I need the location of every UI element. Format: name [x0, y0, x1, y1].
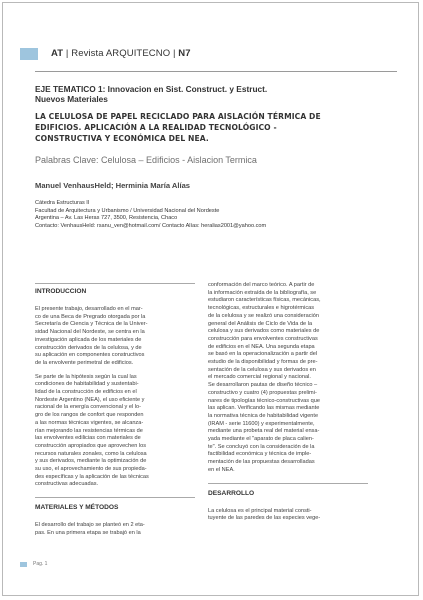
text-line: (IRAM - serie 11600) y experimentalmente,: [208, 420, 315, 427]
title-line: LA CELULOSA DE PAPEL RECICLADO PARA AISLACIÓN TÉRMICA DE: [35, 112, 321, 121]
text-line: estudio de la disponibilidad y formas de pre-: [208, 359, 318, 366]
text-line: Nordeste Argentino (NEA), el uso eficiente y: [35, 396, 145, 403]
text-line: pas. En una primera etapa se trabajó en la: [35, 529, 141, 536]
text-line: se basó en la operacionalización a partir del: [208, 351, 318, 358]
text-line: conformación del marco teórico. A partir de: [208, 282, 315, 288]
text-line: a las normas técnicas vigentes, se alcanza-: [35, 419, 144, 426]
text-line: la información extraída de la bibliografía, se: [208, 289, 317, 296]
section-rule: [35, 283, 195, 284]
text-line: Secretaría de Ciencia y Técnica de la Univer-: [35, 321, 148, 328]
text-line: La celulosa es el principal material consti-: [208, 507, 312, 514]
separator-1: |: [65, 48, 69, 59]
text-line: de la celulosa y se realizó una consideración: [208, 312, 320, 319]
header-rule: [35, 71, 397, 72]
text-line: construcción derivados de la celulosa, y de: [35, 344, 142, 351]
text-line: lidad de la construcción de edificios en el: [35, 389, 137, 396]
text-line: tuyente de las paredes de las especies vege-: [208, 515, 321, 522]
text-line: El desarrollo del trabajo se planteó en 2 eta-: [35, 522, 145, 529]
authors: Manuel VenhausHeld; Herminia María Alías: [35, 181, 191, 190]
intro-paragraph-2: [35, 374, 195, 490]
thematic-axis-line: Nuevos Materiales: [35, 94, 108, 104]
text-line: y sus derivados, mediante la optimización de: [35, 458, 147, 465]
text-line: sidad Nacional del Nordeste, se centra en la: [35, 329, 145, 336]
text-line: constructivo y cuatro (4) propuestas prelimi-: [208, 389, 317, 396]
text-line: las envolventes edilicias con materiales de: [35, 435, 141, 442]
text-line: racional de la energía convencional y el lo-: [35, 404, 142, 411]
text-line: el mercado comercial regional y nacional.: [208, 374, 311, 381]
title-line: EDIFICIOS. APLICACIÓN A LA REALIDAD TECNOLÓGICO -: [35, 123, 277, 132]
thematic-axis: [35, 84, 395, 104]
issue-number: N7: [178, 48, 191, 59]
footer-accent-bar: [20, 562, 27, 567]
text-line: celulosa y sus derivados como materiales de: [208, 328, 320, 335]
contact-line[interactable]: Contacto: VenhausHeld: rsanu_ven@hotmail.com/ Contacto Alías: heralias2001@yahoo.com: [35, 222, 267, 229]
right-column: [208, 275, 368, 529]
page-number: Pag. 1: [33, 561, 48, 567]
separator-2: |: [172, 48, 176, 59]
intro-paragraph-1: [35, 306, 195, 368]
title-line: CONSTRUCTIVA Y ECONÓMICA DEL NEA.: [35, 134, 209, 143]
text-line: Se parte de la hipótesis según la cual las: [35, 373, 137, 380]
text-line: construcción apropiados que aprovechen los: [35, 442, 147, 449]
development-paragraph-1: [208, 508, 368, 523]
text-line: las aplican. Verificando las mismas mediante: [208, 405, 320, 412]
text-line: sentación de la celulosa y sus derivados en: [208, 366, 316, 373]
text-line: la normativa técnica de habitabilidad vigente: [208, 412, 319, 419]
text-line: tecnológicas, estructurales e higrotérmicas: [208, 305, 315, 312]
text-line: estudiaron características físicas, mecánicas,: [208, 297, 321, 304]
text-line: factibilidad económica y técnica de imple-: [208, 451, 312, 458]
text-line: su aplicación en componentes constructivos: [35, 352, 145, 359]
section-rule: [35, 497, 195, 498]
text-line: su uso, el aprovechamiento de sus propieda-: [35, 466, 147, 473]
text-line: construcción para envolventes constructivas: [208, 335, 318, 342]
thematic-axis-line: EJE TEMATICO 1: Innovacion en Sist. Construct. y Estruct.: [35, 84, 268, 94]
text-line: mediante una probeta real del material ensa-: [208, 428, 320, 435]
text-line: constructivas adecuadas.: [35, 481, 99, 488]
text-line: investigación aplicada de los materiales de: [35, 336, 142, 343]
text-line: condiciones de habitabilidad y sustentabi-: [35, 381, 139, 388]
section-rule: [208, 483, 368, 484]
paper-title: [35, 111, 395, 144]
text-line: recursos naturales zonales, como la celulosa: [35, 450, 147, 457]
text-line: Se desarrollaron pautas de diseño técnico –: [208, 382, 318, 389]
development-heading: DESARROLLO: [208, 489, 255, 497]
section-code: AT: [51, 48, 64, 59]
affiliation-line: Argentina – Av. Las Heras 727, 3500, Resistencia, Chaco: [35, 215, 178, 222]
affiliation: [35, 200, 395, 230]
text-line: yada mediante el "aparato de placa calien-: [208, 436, 314, 443]
journal-header: [0, 48, 423, 60]
text-line: gro de los rangos de confort que responden: [35, 412, 144, 419]
methods-paragraph-continued: [208, 282, 368, 475]
journal-title: [51, 48, 191, 60]
keywords: Palabras Clave: Celulosa – Edificios - Aislacion Termica: [35, 155, 257, 165]
intro-heading: INTRODUCCION: [35, 288, 87, 295]
journal-name: Revista ARQUITECNO: [71, 48, 171, 59]
left-column: [35, 275, 195, 544]
text-line: general del Análisis de Ciclo de Vida de la: [208, 320, 313, 327]
methods-paragraph-1: [35, 522, 195, 537]
methods-heading: MATERIALES Y MÉTODOS: [35, 504, 119, 512]
header-accent-bar: [20, 48, 38, 60]
text-line: de la envolvente perimetral de edificios.: [35, 359, 134, 366]
text-line: nares de tipologías técnico-constructivas que: [208, 397, 320, 404]
text-line: en el NEA.: [208, 466, 235, 473]
affiliation-line: Facultad de Arquitectura y Urbanismo / Universidad Nacional del Nordeste: [35, 207, 220, 214]
affiliation-line: Cátedra Estructuras II: [35, 200, 90, 206]
text-line: El presente trabajo, desarrollado en el mar-: [35, 306, 143, 312]
text-line: des específicas y la aplicación de las técnicas: [35, 473, 149, 480]
text-line: co de una Beca de Pregrado otorgada por la: [35, 313, 146, 320]
text-line: mentación de las propuestas desarrolladas: [208, 459, 315, 466]
text-line: te". Se concluyó con la consideración de la: [208, 443, 315, 450]
text-line: de edificios en el NEA. Una segunda etapa: [208, 343, 315, 350]
text-line: rían mejorando las resistencias térmicas de: [35, 427, 143, 434]
